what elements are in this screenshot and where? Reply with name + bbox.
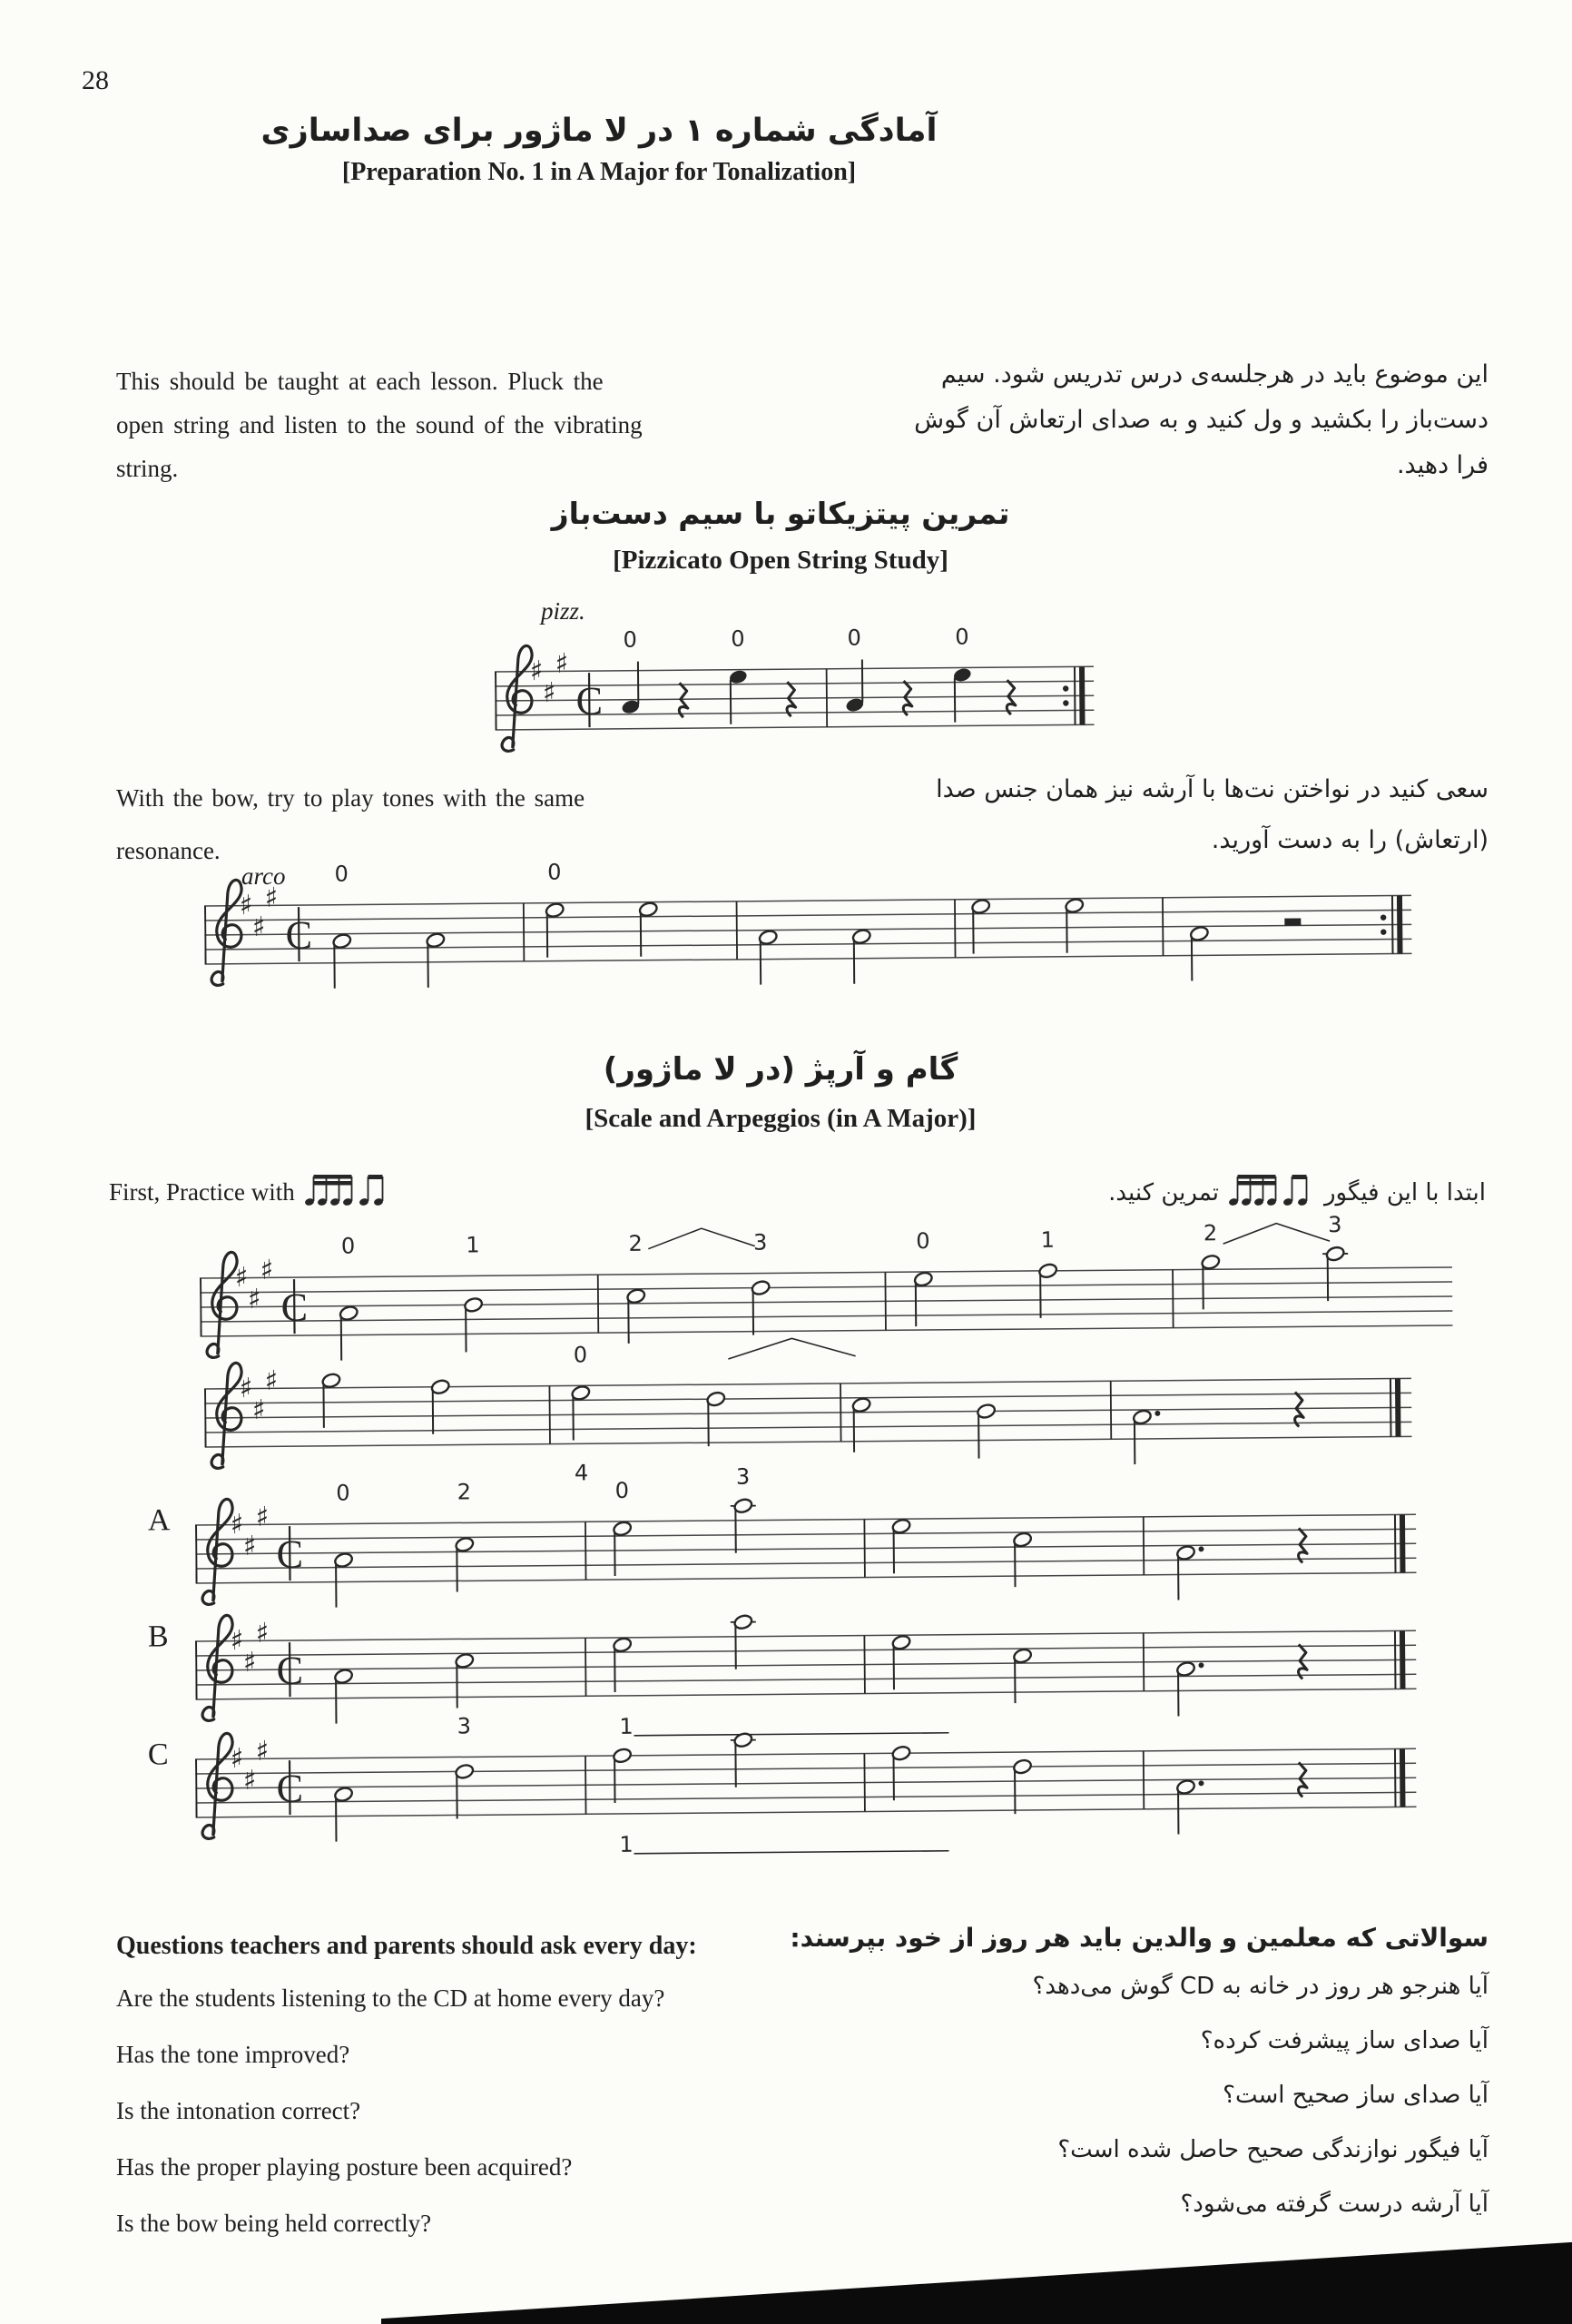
barline [864, 1754, 865, 1812]
sharp-icon: ♯ [242, 1764, 257, 1797]
paragraph-line: open string and listen to the sound of the vibrating [116, 411, 643, 438]
paragraph-line: سعی کنید در نواختن نت‌ها با آرشه نیز همان جنس صدا [936, 775, 1488, 803]
sharp-icon: ♯ [255, 1735, 270, 1768]
practice-text: ابتدا با این فیگور [1323, 1179, 1486, 1206]
sharp-icon: ♯ [264, 881, 279, 914]
question-item: Are the students listening to the CD at home every day? [116, 1984, 665, 2012]
pizzicato-heading-en: [Pizzicato Open String Study] [613, 546, 948, 575]
treble-clef-icon [211, 880, 242, 985]
quarter-rest-icon [787, 682, 796, 716]
question-item: آیا فیگور نوازندگی صحیح حاصل شده است؟ [1057, 2136, 1488, 2163]
extended-finger-number: 1 [619, 1831, 634, 1857]
sharp-icon: ♯ [242, 1530, 257, 1563]
pizzicato-heading-fa: تمرین پیتزیکاتو با سیم دست‌باز [551, 496, 1010, 531]
barline [840, 1384, 841, 1442]
barline [827, 669, 828, 727]
barline [1173, 1270, 1174, 1328]
arpeggio-staff-c-label: C [147, 1738, 169, 1772]
pizzicato-staff-svg [494, 612, 1113, 808]
fingering-number: 2 [1203, 1220, 1218, 1246]
extended-finger-number: 1 [619, 1713, 634, 1739]
questions-block-fa [790, 1923, 1488, 2245]
shift-caret-icon [648, 1228, 755, 1249]
question-item: Is the bow being held correctly? [116, 2210, 432, 2237]
rhythm-figure-icon [304, 1169, 391, 1216]
scale-heading-en: [Scale and Arpeggios (in A Major)] [585, 1104, 977, 1133]
cut-time-icon: C [276, 1766, 304, 1811]
sharp-icon: ♯ [230, 1743, 244, 1776]
arpeggio-staff-c-svg [194, 1694, 1435, 1896]
fingering-number: 0 [336, 1480, 350, 1506]
barline [598, 1275, 599, 1333]
fingering-number: 1 [1040, 1226, 1056, 1253]
arpeggio-staff-c [147, 1694, 1435, 1900]
fingering-number: 2 [457, 1479, 472, 1505]
fingering-number: 3 [457, 1713, 472, 1739]
sharp-icon: ♯ [251, 911, 266, 944]
question-item: Has the tone improved? [116, 2041, 350, 2068]
paragraph-line: این موضوع باید در هرجلسه‌ی درس تدریس شود. سیم [940, 360, 1488, 389]
question-item: آیا هنرجو هر روز در خانه به CD گوش می‌دهد؟ [1032, 1973, 1488, 2000]
page-title-en: [Preparation No. 1 in A Major for Tonalization] [341, 158, 857, 186]
sharp-icon: ♯ [542, 676, 556, 710]
fingering-number: 0 [547, 859, 562, 885]
cut-time-icon: C [280, 1285, 309, 1330]
question-item: آیا صدای ساز صحیح است؟ [1223, 2082, 1488, 2109]
questions-heading-fa: سوالاتی که معلمین و والدین باید هر روز از خود بپرسند: [790, 1923, 1488, 1953]
fingering-number: 0 [623, 626, 637, 653]
quarter-rest-icon [1298, 1644, 1307, 1679]
extended-finger-line [634, 1851, 949, 1854]
practice-instruction-fa [1108, 1169, 1486, 1216]
fingering-number: 3 [1328, 1212, 1342, 1238]
barline [1144, 1633, 1145, 1691]
fingering-number: 0 [731, 625, 745, 652]
barline [955, 900, 956, 958]
shift-caret-icon [1223, 1223, 1330, 1244]
sharp-icon: ♯ [255, 1501, 270, 1533]
sharp-icon: ♯ [555, 647, 569, 680]
pizzicato-staff [494, 612, 1113, 812]
quarter-rest-icon [1298, 1528, 1307, 1562]
fingering-number: 3 [735, 1463, 751, 1490]
question-item: آیا آرشه درست گرفته می‌شود؟ [1180, 2191, 1488, 2218]
sharp-icon: ♯ [230, 1509, 244, 1541]
barline [1163, 898, 1164, 956]
page-number: 28 [82, 65, 109, 95]
tonalization-paragraph-en [116, 359, 643, 490]
quarter-rest-icon [1298, 1762, 1307, 1797]
question-item: Is the intonation correct? [116, 2097, 361, 2124]
barline [864, 1520, 865, 1578]
treble-clef-icon [211, 1363, 242, 1468]
fingering-number: 3 [752, 1229, 768, 1256]
cut-time-icon: C [575, 678, 604, 724]
barline [585, 1638, 586, 1696]
barline [549, 1386, 550, 1444]
barline [585, 1521, 586, 1580]
quarter-rest-icon [1294, 1392, 1303, 1426]
fingering-number: 1 [466, 1232, 480, 1258]
barline [1144, 1517, 1145, 1575]
sharp-icon: ♯ [247, 1283, 261, 1316]
paragraph-line: فرا دهید. [1396, 451, 1488, 479]
half-rest-icon [1284, 918, 1301, 925]
question-item: آیا صدای ساز پیشرفت کرده؟ [1200, 2027, 1488, 2054]
sharp-icon: ♯ [230, 1625, 244, 1658]
questions-heading-en: Questions teachers and parents should ask every day: [116, 1932, 697, 1960]
fingering-number: 2 [628, 1230, 644, 1256]
practice-instruction-en [109, 1169, 400, 1216]
cut-time-icon: C [276, 1531, 304, 1577]
fingering-number: 0 [955, 624, 969, 650]
scale-heading-fa: گام و آرپژ (در لا ماژور) [603, 1051, 958, 1088]
page-title-fa: آمادگی شماره ۱ در لا ماژور برای صداسازی [260, 113, 938, 149]
fingering-number: 0 [847, 625, 861, 651]
arco-staff [203, 841, 1430, 1047]
fingering-number: 0 [340, 1233, 356, 1259]
paragraph-line: (ارتعاش) را به دست آورید. [1211, 826, 1488, 854]
rhythm-figure-icon [1228, 1169, 1315, 1216]
questions-block-en [116, 1932, 697, 2266]
pizzicato-technique-label: pizz. [541, 597, 585, 625]
barline [585, 1756, 586, 1814]
paragraph-line: دست‌باز را بکشید و ول کنید و به صدای ارتعاش آن گوش [914, 406, 1488, 434]
sharp-icon: ♯ [529, 655, 544, 688]
paragraph-line: This should be taught at each lesson. Pluck the [116, 368, 604, 395]
sharp-icon: ♯ [239, 1373, 253, 1405]
sharp-icon: ♯ [239, 890, 253, 922]
barline [524, 903, 525, 961]
fingering-number: 0 [916, 1227, 930, 1255]
barline [1144, 1751, 1145, 1809]
fingering-number: 0 [573, 1342, 588, 1368]
arpeggio-staff-b-label: B [147, 1620, 169, 1654]
quarter-rest-icon [1007, 680, 1016, 714]
fingering-number: 0 [614, 1477, 630, 1503]
practice-text: تمرین کنید. [1108, 1179, 1219, 1206]
sharp-icon: ♯ [251, 1393, 266, 1427]
barline [864, 1636, 865, 1694]
arco-staff-svg [203, 841, 1430, 1042]
fingering-number: 0 [334, 861, 349, 887]
sharp-icon: ♯ [264, 1364, 279, 1397]
paragraph-line: With the bow, try to play tones with the same [116, 784, 585, 812]
shift-caret-icon [728, 1338, 855, 1359]
sharp-icon: ♯ [242, 1646, 257, 1679]
barline [885, 1272, 886, 1330]
paragraph-line: string. [116, 455, 179, 482]
cut-time-icon: C [276, 1648, 304, 1693]
barline [737, 901, 738, 960]
tonalization-paragraph-fa [914, 352, 1488, 488]
quarter-rest-icon [679, 683, 688, 717]
barline [1111, 1381, 1112, 1439]
cut-time-icon: C [285, 912, 313, 958]
paragraph-line: resonance. [116, 837, 221, 864]
sharp-icon: ♯ [234, 1262, 249, 1295]
sharp-icon: ♯ [260, 1254, 274, 1286]
treble-clef-icon [501, 645, 533, 751]
sharp-icon: ♯ [255, 1617, 270, 1649]
question-item: Has the proper playing posture been acquired? [116, 2153, 573, 2181]
practice-text: First, Practice with [109, 1178, 295, 1206]
fingering-number: 4 [574, 1460, 589, 1486]
arco-technique-label: arco [241, 862, 286, 890]
arpeggio-staff-a-label: A [147, 1503, 171, 1538]
treble-clef-icon [201, 1733, 233, 1838]
quarter-rest-icon [903, 681, 912, 715]
